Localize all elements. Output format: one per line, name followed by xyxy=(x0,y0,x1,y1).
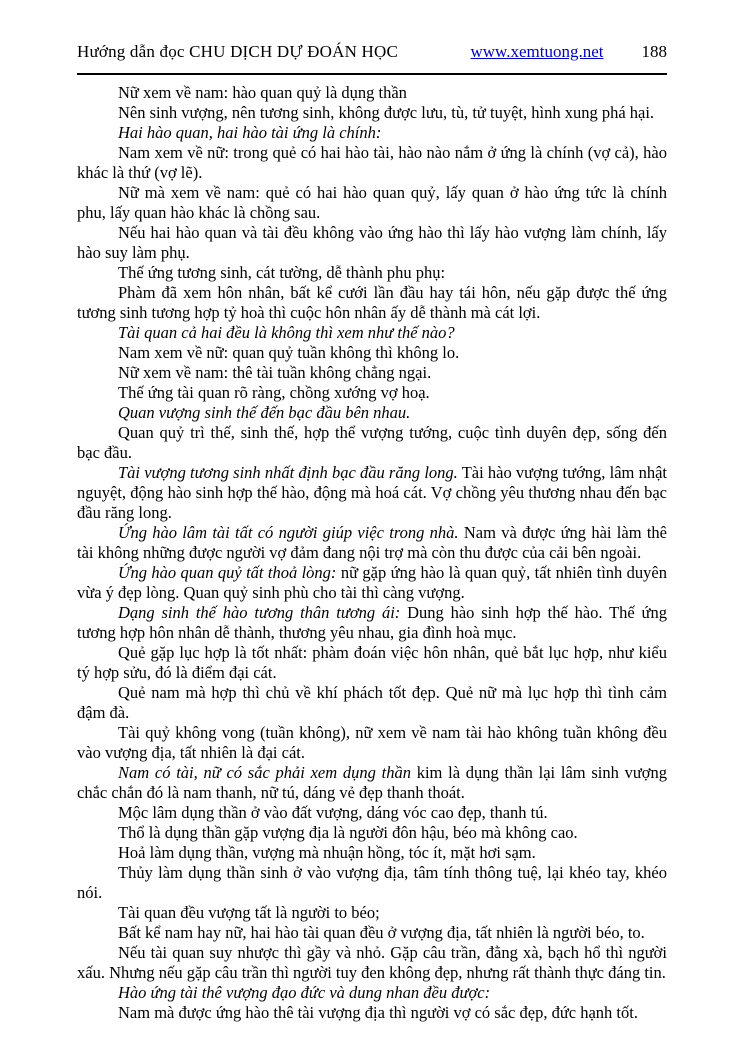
paragraph xyxy=(77,323,667,343)
paragraph xyxy=(77,843,667,863)
paragraph-text: Nếu hai hào quan và tài đều không vào ứng hào thì lấy hào vượng làm chính, lấy hào suy làm phụ. xyxy=(77,223,667,262)
paragraph-lead: Ứng hào lâm tài tất có người giúp việc trong nhà. xyxy=(118,523,459,542)
paragraph xyxy=(77,183,667,223)
paragraph-lead: Hai hào quan, hai hào tài ứng là chính: xyxy=(118,123,382,142)
paragraph-text: Nữ xem về nam: thê tài tuần không chẳng ngại. xyxy=(118,363,432,382)
paragraph-text: Quẻ nam mà hợp thì chủ về khí phách tốt đẹp. Quẻ nữ mà lục hợp thì tình cảm đậm đà. xyxy=(77,683,667,722)
paragraph xyxy=(77,123,667,143)
paragraph xyxy=(77,363,667,383)
paragraph-lead: Tài quan cả hai đều là không thì xem như thế nào? xyxy=(118,323,455,342)
paragraph-text: Nam xem về nữ: trong quẻ có hai hào tài, hào nào nắm ở ứng là chính (vợ cả), hào khác là thứ (vợ lẽ). xyxy=(77,143,667,182)
paragraph xyxy=(77,983,667,1003)
paragraph-text: Phàm đã xem hôn nhân, bất kể cưới lần đầu hay tái hôn, nếu gặp được thế ứng tương sinh tương hợp tỷ hoà thì cuộc hôn nhân ấy dễ thành mà cát lợi. xyxy=(77,283,667,322)
paragraph xyxy=(77,683,667,723)
paragraph-text: Thế ứng tài quan rõ ràng, chồng xướng vợ hoạ. xyxy=(118,383,430,402)
paragraph-text: Tài quan đều vượng tất là người to béo; xyxy=(118,903,380,922)
paragraph xyxy=(77,863,667,903)
document-title: Hướng dẫn đọc CHU DỊCH DỰ ĐOÁN HỌC xyxy=(77,42,399,61)
paragraph-text: Quẻ gặp lục hợp là tốt nhất: phàm đoán việc hôn nhân, quẻ bắt lục hợp, như kiểu tý hợp sửu, đó là điểm đại cát. xyxy=(77,643,667,682)
paragraph-text: Nữ mà xem về nam: quẻ có hai hào quan quỷ, lấy quan ở hào ứng tức là chính phu, lấy quan hào khác là chồng sau. xyxy=(77,183,667,222)
paragraph xyxy=(77,903,667,923)
paragraph xyxy=(77,383,667,403)
paragraph-lead: Nam có tài, nữ có sắc phải xem dụng thần xyxy=(118,763,411,782)
paragraph-lead: Tài vượng tương sinh nhất định bạc đầu răng long. xyxy=(118,463,458,482)
paragraph xyxy=(77,763,667,803)
paragraph-text: Mộc lâm dụng thần ở vào đất vượng, dáng vóc cao đẹp, thanh tú. xyxy=(118,803,548,822)
paragraph-text: Nam xem về nữ: quan quỷ tuần không thì không lo. xyxy=(118,343,460,362)
page-body xyxy=(77,83,667,1023)
paragraph xyxy=(77,143,667,183)
paragraph xyxy=(77,463,667,523)
paragraph-text: Bất kể nam hay nữ, hai hào tài quan đều ở vượng địa, tất nhiên là người béo, to. xyxy=(118,923,645,942)
paragraph xyxy=(77,923,667,943)
paragraph-text: Nên sinh vượng, nên tương sinh, không được lưu, tù, tử tuyệt, hình xung phá hại. xyxy=(118,103,655,122)
paragraph xyxy=(77,523,667,563)
paragraph xyxy=(77,823,667,843)
paragraph-lead: Ứng hào quan quỷ tất thoả lòng: xyxy=(118,563,337,582)
paragraph xyxy=(77,1003,667,1023)
paragraph xyxy=(77,403,667,423)
page-number: 188 xyxy=(641,42,667,61)
paragraph-text: Nữ xem về nam: hào quan quỷ là dụng thần xyxy=(118,83,407,102)
paragraph-text: kim là dụng thần lại lâm sinh vượng chắc chắn đó là nam thanh, nữ tú, dáng vẻ đẹp thanh thoát. xyxy=(77,763,667,802)
paragraph xyxy=(77,223,667,263)
paragraph xyxy=(77,723,667,763)
paragraph xyxy=(77,563,667,603)
paragraph-text: Thổ là dụng thần gặp vượng địa là người đôn hậu, béo mà không cao. xyxy=(118,823,578,842)
paragraph xyxy=(77,643,667,683)
paragraph xyxy=(77,803,667,823)
paragraph-text: Dung hào sinh hợp thế hào. Thế ứng tương hợp hôn nhân dễ thành, thương yêu nhau, gia đình hoà mục. xyxy=(77,603,667,642)
paragraph-text: Thủy làm dụng thần sinh ở vào vượng địa, tâm tính thông tuệ, lại khéo tay, khéo nói. xyxy=(77,863,667,902)
paragraph-text: Quan quỷ trì thế, sinh thế, hợp thể vượng tướng, cuộc tình duyên đẹp, sống đến bạc đầu. xyxy=(77,423,667,462)
website-link[interactable]: www.xemtuong.net xyxy=(470,42,604,61)
paragraph xyxy=(77,343,667,363)
paragraph xyxy=(77,603,667,643)
paragraph xyxy=(77,423,667,463)
paragraph-text: Nam và được ứng hài làm thê tài không những được người vợ đảm đang nội trợ mà còn thu được của cải bên ngoài. xyxy=(77,523,667,562)
header-divider xyxy=(77,73,667,75)
page-header xyxy=(77,42,667,62)
paragraph-text: nữ gặp ứng hào là quan quỷ, tất nhiên tình duyên vừa ý đẹp lòng. Quan quỷ sinh phù cho tài thì càng vượng. xyxy=(77,563,667,602)
paragraph xyxy=(77,83,667,103)
paragraph xyxy=(77,943,667,983)
paragraph-text: Hoả làm dụng thần, vượng mà nhuận hồng, tóc ít, mặt hơi sạm. xyxy=(118,843,536,862)
paragraph-lead: Quan vượng sinh thế đến bạc đầu bên nhau. xyxy=(118,403,411,422)
paragraph xyxy=(77,263,667,283)
paragraph-text: Tài quỷ không vong (tuần không), nữ xem về nam tài hào không tuần không đều vào vượng địa, tất nhiên là đại cát. xyxy=(77,723,667,762)
paragraph-text: Nếu tài quan suy nhược thì gầy và nhỏ. Gặp câu trần, đằng xà, bạch hổ thì người xấu. Nhưng nếu gặp câu trần thì người tuy đen không đẹp, nhưng rất thành thực đáng tin. xyxy=(77,943,667,982)
paragraph xyxy=(77,283,667,323)
paragraph-lead: Dạng sinh thế hào tương thân tương ái: xyxy=(118,603,401,622)
paragraph-lead: Hào ứng tài thê vượng đạo đức và dung nhan đều được: xyxy=(118,983,491,1002)
paragraph-text: Nam mà được ứng hào thê tài vượng địa thì người vợ có sắc đẹp, đức hạnh tốt. xyxy=(118,1003,638,1022)
paragraph-text: Tài hào vượng tướng, lâm nhật nguyệt, động hào sinh hợp thế hào, động mà hoá cát. Vợ chồng yêu thương nhau đến bạc đầu răng long. xyxy=(77,463,667,522)
paragraph-text: Thế ứng tương sinh, cát tường, dễ thành phu phụ: xyxy=(118,263,446,282)
paragraph xyxy=(77,103,667,123)
